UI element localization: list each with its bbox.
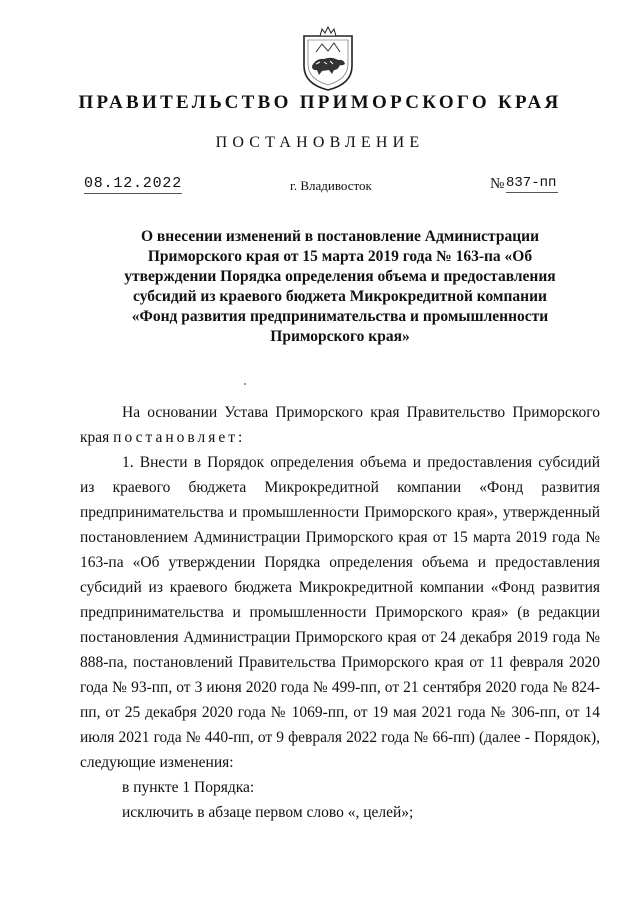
preamble-text: На основании Устава Приморского края Правительство Приморского края — [80, 404, 600, 446]
document-city: г. Владивосток — [290, 178, 372, 193]
document-subject: О внесении изменений в постановление Администрации Приморского края от 15 марта 2019 года № 163-па «Об утверждении Порядка определения объема и предоставления субсидий из краевого бюджета Микрокредитной компании «Фонд развития предпринимательства и промышленности Приморского края» — [124, 228, 556, 345]
document-date: 08.12.2022 — [84, 175, 183, 192]
exclude-line: исключить в абзаце первом слово «, целей»; — [122, 804, 414, 821]
document-type: ПОСТАНОВЛЕНИЕ — [215, 134, 425, 151]
coat-of-arms-tiger-icon — [298, 26, 358, 92]
preamble-keyword: постановляет: — [113, 429, 246, 446]
government-title: ПРАВИТЕЛЬСТВО ПРИМОРСКОГО КРАЯ — [78, 92, 562, 113]
document-number: 837-пп — [506, 175, 557, 191]
document-body — [80, 400, 600, 825]
preamble-paragraph — [80, 400, 600, 450]
scan-speck — [244, 383, 246, 385]
number-sign: № — [490, 176, 505, 192]
point-1-line: в пункте 1 Порядка: — [122, 779, 255, 796]
item-1-paragraph: 1. Внести в Порядок определения объема и предоставления субсидий из краевого бюджета Микрокредитной компании «Фонд развития предпринимательства и промышленности Приморского края», утвержденный постановлением Администрации Приморского края от 15 марта 2019 года № 163-па «Об утверждении Порядка определения объема и предоставления субсидий из краевого бюджета Микрокредитной компании «Фонд развития предпринимательства и промышленности Приморского края» (в редакции постановления Администрации Приморского края от 24 декабря 2019 года № 888-па, постановлений Правительства Приморского края от 11 февраля 2020 года № 93-пп, от 3 июня 2020 года № 499-пп, от 21 сентября 2020 года № 824-пп, от 25 декабря 2020 года № 1069-пп, от 19 мая 2021 года № 306-пп, от 14 июля 2021 года № 440-пп, от 9 февраля 2022 года № 66-пп) (далее - Порядок), следующие изменения: — [80, 454, 600, 771]
